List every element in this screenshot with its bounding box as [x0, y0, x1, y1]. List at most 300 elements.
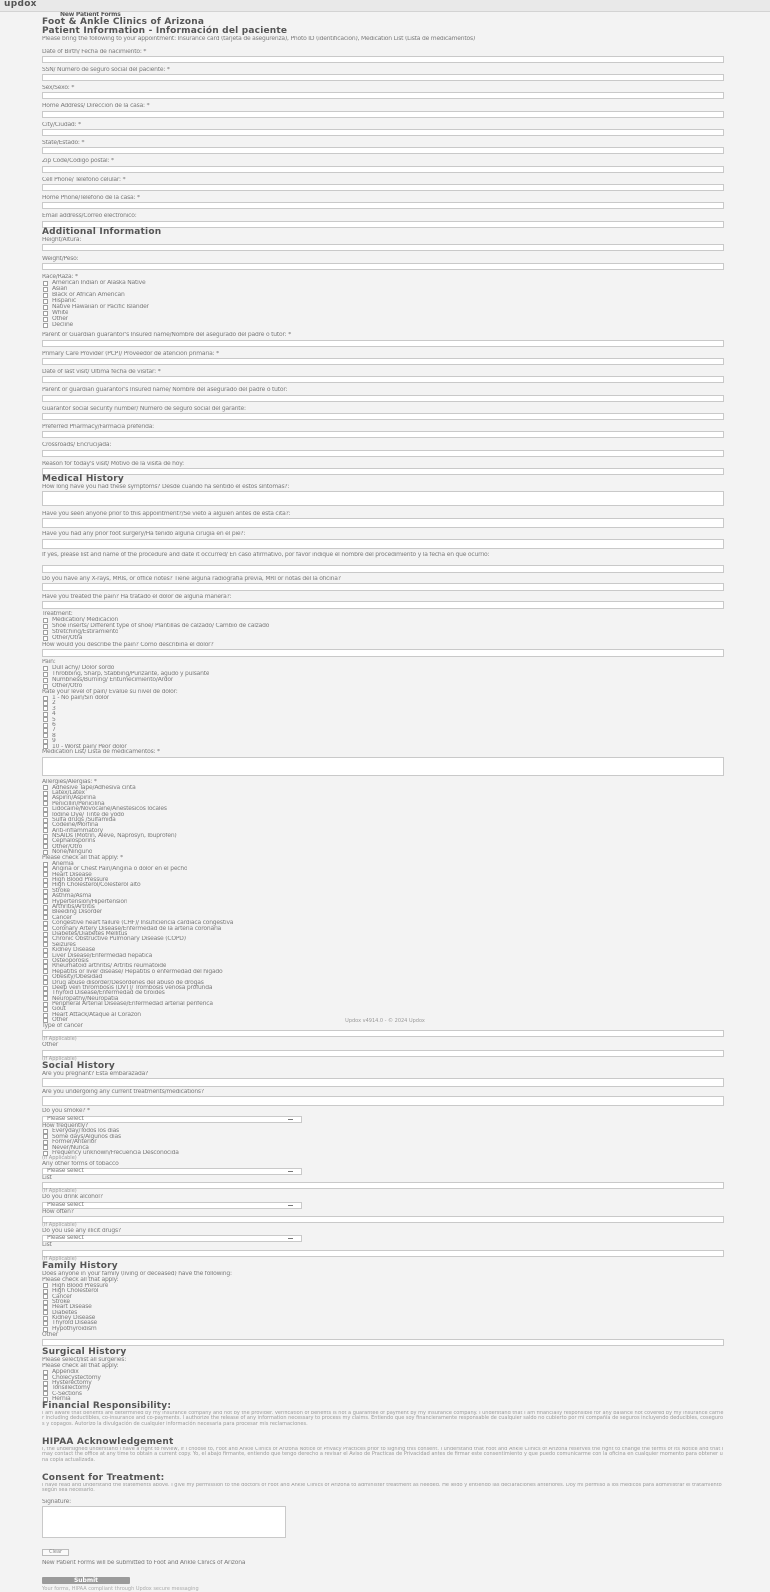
if-applicable-note: (If Applicable) — [42, 1255, 77, 1262]
checkbox[interactable] — [43, 684, 48, 689]
field-label: SSN/ Número de seguro social del paciente: * — [42, 66, 170, 73]
checkbox[interactable] — [43, 696, 48, 701]
checkbox[interactable] — [43, 723, 48, 728]
checkbox[interactable] — [43, 986, 48, 991]
checkbox[interactable] — [43, 975, 48, 980]
frequency-label: How frequently? — [42, 1122, 88, 1129]
pain-level-label: Rate your level of pain/ Evalúe su nivel de dolor: — [42, 689, 178, 696]
checkbox-label: High Cholesterol/Colesterol alto — [52, 882, 141, 889]
checkbox-label: Heart Disease — [52, 1304, 92, 1311]
checkbox-label: Native Hawaiian or Pacific Islander — [52, 304, 149, 311]
checkbox-label: Liver Disease/Enfermedad hepatica — [52, 952, 153, 959]
checkbox[interactable] — [43, 807, 48, 812]
procedure-textarea[interactable] — [42, 565, 724, 573]
field-label: State/Estado: * — [42, 140, 85, 147]
if-applicable-note: (If Applicable) — [42, 1055, 77, 1062]
checkbox[interactable] — [43, 899, 48, 904]
drugs-list-input[interactable] — [42, 1250, 724, 1257]
chevron-down-icon — [288, 1119, 293, 1120]
checkbox[interactable] — [43, 959, 48, 964]
family-other-input[interactable] — [42, 1339, 724, 1346]
checkbox[interactable] — [43, 1300, 48, 1305]
describe-pain-label: How would you describe the pain? Como describiria el dolor? — [42, 641, 214, 648]
smoker-label: Do you smoke? * — [42, 1108, 90, 1115]
alcohol-select[interactable] — [42, 1202, 302, 1209]
checkbox[interactable] — [43, 706, 48, 711]
checkbox-label: Stroke — [52, 887, 70, 894]
checkbox-label: 4 — [52, 711, 56, 718]
family-other-label: Other — [42, 1331, 59, 1338]
updox-logo: updox — [4, 0, 37, 9]
race-label: Race/Raza: * — [42, 274, 78, 281]
checkbox[interactable] — [43, 1327, 48, 1332]
checkbox-label: Osteoporosis — [52, 957, 89, 964]
checkbox[interactable] — [43, 311, 48, 316]
checkbox-label: Tonsillectomy — [52, 1385, 91, 1392]
checkbox-label: Hysterectomy — [52, 1379, 92, 1386]
tobacco-select[interactable] — [42, 1168, 302, 1175]
checkbox[interactable] — [43, 1370, 48, 1375]
allergy-options — [42, 785, 724, 855]
checkbox[interactable] — [43, 844, 48, 849]
checkbox[interactable] — [43, 323, 48, 328]
checkbox-label: Hispanic — [52, 298, 76, 305]
weight-label: Weight/Peso: — [42, 255, 79, 262]
pregnant-question: Are you pregnant? Esta embarazada? — [42, 1070, 149, 1077]
checkbox[interactable] — [43, 1381, 48, 1386]
checkbox-label: Kidney Disease — [52, 1315, 96, 1322]
checkbox-label: Peripheral Arterial Disease/Enfermedad arterial periférica — [52, 1001, 213, 1008]
chevron-down-icon — [288, 1205, 293, 1206]
current-meds-textarea[interactable] — [42, 1096, 724, 1106]
height-input[interactable] — [42, 244, 724, 251]
checkbox[interactable] — [43, 964, 48, 969]
checkbox[interactable] — [43, 834, 48, 839]
checkbox-label: Penicillin/Penicilina — [52, 800, 105, 807]
field-input[interactable] — [42, 395, 724, 402]
checkbox[interactable] — [43, 1294, 48, 1299]
tobacco-list-label: List — [42, 1175, 52, 1182]
checkbox[interactable] — [43, 666, 48, 671]
checkbox[interactable] — [43, 823, 48, 828]
checkbox[interactable] — [43, 926, 48, 931]
social-history-title: Social History — [42, 1060, 115, 1071]
how-often-input[interactable] — [42, 1216, 724, 1223]
checkbox-label: Coronary Artery Disease/Enfermedad de la arteria coronaria — [52, 925, 222, 932]
chevron-down-icon — [288, 1171, 293, 1172]
checkbox[interactable] — [43, 1375, 48, 1380]
submit-note: New Patient Forms will be submitted to Foot and Ankle Clinics of Arizona — [42, 1560, 246, 1567]
conditions-label: Please check all that apply: * — [42, 855, 123, 862]
checkbox-label: 6 — [52, 722, 56, 728]
checkbox-label: Former/Anterior — [52, 1139, 97, 1146]
checkbox[interactable] — [43, 1310, 48, 1315]
checkbox-label: Everyday/Todos los días — [52, 1128, 119, 1135]
field-label: Primary Care Provider (PCP)/ Proveedor de atención primaria: * — [42, 350, 219, 357]
checkbox[interactable] — [43, 624, 48, 629]
tab-new-patient-forms[interactable]: New Patient Forms — [60, 12, 121, 18]
checkbox-label: Throbbing, Sharp, Stabbing/Punzante, agudo y pulsante — [52, 671, 210, 678]
checkbox-label: Hernia — [52, 1396, 71, 1403]
seen-anyone-textarea[interactable] — [42, 518, 724, 528]
checkbox[interactable] — [43, 1002, 48, 1007]
field-label: Guarantor social security number/ Número de seguro social del garante: — [42, 405, 246, 412]
treatment-label: Treatment: — [42, 611, 73, 618]
checkbox-label: Thyroid Disease — [52, 1320, 98, 1327]
frequency-options — [42, 1129, 724, 1156]
field-label: Date of last visit/ Ultima fecha de visitar: * — [42, 369, 161, 376]
checkbox-label: Cephalosporins — [52, 838, 96, 845]
tobacco-list-input[interactable] — [42, 1182, 724, 1189]
if-applicable-note: (If Applicable) — [42, 1154, 77, 1161]
checkbox-label: 8 — [52, 732, 56, 739]
checkbox-label: Asian — [52, 286, 68, 293]
symptoms-textarea[interactable] — [42, 491, 724, 506]
checkbox-label: Other/Otro — [52, 843, 83, 850]
field-label: Crossroads/ Encrucijada: — [42, 442, 112, 449]
family-options — [42, 1283, 724, 1332]
checkbox[interactable] — [43, 867, 48, 872]
patient-info-fields — [42, 49, 724, 228]
checkbox-label: 2 — [52, 700, 56, 707]
field-input[interactable] — [42, 111, 724, 118]
checkbox-label: Sulfa drugs /Sulfamida — [52, 816, 116, 823]
weight-input[interactable] — [42, 263, 724, 270]
xray-textarea[interactable] — [42, 583, 724, 591]
checkbox[interactable] — [43, 969, 48, 974]
checkbox[interactable] — [43, 872, 48, 877]
field-label: Date of Birth/ Fecha de nacimiento: * — [42, 48, 147, 55]
checkbox[interactable] — [43, 728, 48, 733]
checkbox-label: Some days/Algunos días — [52, 1133, 121, 1140]
checkbox-label: Drug abuse disorder/Desórdenes del abuso de drogas — [52, 979, 204, 986]
field-input[interactable] — [42, 358, 724, 365]
checkbox-label: Anemia — [52, 860, 74, 867]
checkbox-label: Diabetes — [52, 1309, 78, 1316]
checkbox-label: Anti-inflammatory — [52, 827, 104, 834]
submit-button[interactable]: Submit — [42, 1577, 130, 1584]
pregnant-textarea[interactable] — [42, 1078, 724, 1087]
checkbox-label: NSAIDs (Motrin, Aleve, Naprosyn, Ibuprofen) — [52, 833, 177, 840]
checkbox-label: Heart Disease — [52, 871, 92, 878]
field-label: Email address/Correo electrónico: — [42, 213, 137, 220]
checkbox[interactable] — [43, 1386, 48, 1391]
checkbox[interactable] — [43, 932, 48, 937]
field-input[interactable] — [42, 431, 724, 438]
checkbox[interactable] — [43, 953, 48, 958]
checkbox[interactable] — [43, 915, 48, 920]
checkbox-label: Thyroid Disease/Enfermedad de tiroides — [52, 990, 165, 997]
checkbox-label: Obesity/Obesidad — [52, 974, 103, 981]
hipaa-title: HIPAA Acknowledgement — [42, 1436, 174, 1447]
checkbox-label: Cholecystectomy — [52, 1374, 101, 1381]
checkbox[interactable] — [43, 883, 48, 888]
additional-fields — [42, 332, 724, 474]
drugs-select-value: Please select — [47, 1235, 84, 1242]
checkbox-label: Congestive heart failure (CHF)/ Insuficiencia cardiaca congestiva — [52, 920, 234, 927]
checkbox-label: Numbness/Burning/ Entumecimiento/Ardor — [52, 677, 174, 684]
field-input[interactable] — [42, 450, 724, 457]
field-label: Reason for today's visit/ Motivo de la visita de hoy: — [42, 460, 184, 467]
current-meds-question: Are you undergoing any current treatments/medications? — [42, 1088, 204, 1095]
field-input[interactable] — [42, 74, 724, 81]
field-input[interactable] — [42, 147, 724, 154]
checkbox[interactable] — [43, 636, 48, 641]
pain-label: Pain: — [42, 658, 56, 665]
field-label: Home Phone/Telefono de la casa: * — [42, 194, 140, 201]
surgical-check-label: Please check all that apply: — [42, 1363, 119, 1370]
treated-pain-question: Have you treated the pain? Ha tratado el dolor de alguna manera?: — [42, 594, 232, 601]
describe-pain-textarea[interactable] — [42, 649, 724, 657]
checkbox-label: None/Ninguno — [52, 849, 93, 856]
checkbox[interactable] — [43, 281, 48, 286]
field-input[interactable] — [42, 184, 724, 191]
drugs-label: Do you use any illicit drugs? — [42, 1228, 121, 1235]
family-check-label: Please check all that apply: — [42, 1276, 119, 1283]
checkbox[interactable] — [43, 791, 48, 796]
checkbox[interactable] — [43, 937, 48, 942]
form-intro: Please bring the following to your appointment: Insurance card (tarjeta de asegurenza), Photo ID (identificación), Medication List (Lista de medicamentos) — [42, 36, 476, 43]
checkbox-label: Aspirin/Aspirina — [52, 795, 96, 802]
checkbox[interactable] — [43, 878, 48, 883]
checkbox-label: Arthritis/Artritis — [52, 904, 95, 911]
checkbox[interactable] — [43, 910, 48, 915]
checkbox-label: Other/Otro — [52, 683, 83, 690]
checkbox[interactable] — [43, 948, 48, 953]
seen-anyone-question: Have you seen anyone prior to this appointment?/Se vieto a alguien antes de esta cita?: — [42, 511, 291, 518]
financial-text: I am aware that benefits are determined by my insurance company and not by the provider. Verification of benefits is not a guarantee of payment by my insurance company. I understand that I am financially responsible for any balance not covered by my insurance carrier including deductibles, co-insurance and co-payments. I authorize the release of any information necessary to process my claims. Entiendo que soy financieramente responsable de cualquier saldo no cubierto por mi compañía de seguros incluyendo deducibles, coseguros y copagos. Autorizo la divulgación de cualquier información necesaria para procesar mis reclamaciones. — [42, 1410, 724, 1427]
checkbox[interactable] — [43, 812, 48, 817]
checkbox[interactable] — [43, 1289, 48, 1294]
cancer-type-label: Type of cancer — [42, 1023, 83, 1030]
consent-text: I have read and understand the statements above. I give my permission to the doctors of Foot and Ankle Clinics of Arizona to administer treatment as needed. He leído y entiendo las declaraciones anteriores. Doy mi permiso a los médicos para administrar el tratamiento según sea necesario. — [42, 1482, 722, 1494]
field-input[interactable] — [42, 202, 724, 209]
checkbox[interactable] — [43, 1316, 48, 1321]
checkbox-label: Appendix — [52, 1369, 79, 1376]
other-condition-input[interactable] — [42, 1050, 724, 1057]
cancer-type-input[interactable] — [42, 1030, 724, 1037]
checkbox-label: High Blood Pressure — [52, 877, 109, 884]
checkbox[interactable] — [43, 1007, 48, 1012]
checkbox[interactable] — [43, 712, 48, 717]
field-input[interactable] — [42, 340, 724, 347]
field-label: City/Ciudad: * — [42, 121, 81, 128]
checkbox[interactable] — [43, 672, 48, 677]
checkbox-label: Kidney Disease — [52, 947, 96, 954]
chevron-down-icon — [288, 1238, 293, 1239]
checkbox-label: Never/Nunca — [52, 1144, 89, 1151]
additional-info-title: Additional Information — [42, 226, 162, 237]
checkbox-label: Gout — [52, 1006, 66, 1013]
checkbox-label: Stroke — [52, 1298, 70, 1305]
checkbox[interactable] — [43, 1140, 48, 1145]
clear-signature-button[interactable]: Clear — [42, 1549, 69, 1556]
app-header — [0, 0, 770, 12]
procedure-question: If yes, please list and name of the procedure and date it occurred/ En caso afirmativo, por favor indique el nombre del procedimiento y la fecha en que ocurrió: — [42, 551, 490, 558]
height-label: Height/Altura: — [42, 236, 82, 243]
powered-by-note: Your forms, HIPAA compliant through Updox secure messaging — [42, 1585, 199, 1592]
checkbox-label: High Cholesterol — [52, 1288, 99, 1295]
condition-options — [42, 861, 724, 1023]
checkbox[interactable] — [43, 796, 48, 801]
checkbox[interactable] — [43, 801, 48, 806]
field-input[interactable] — [42, 166, 724, 173]
race-options — [42, 280, 724, 328]
treatment-options — [42, 618, 724, 642]
checkbox-label: Black or African American — [52, 292, 125, 299]
signature-label: Signature: — [42, 1498, 71, 1505]
field-input[interactable] — [42, 413, 724, 420]
field-input[interactable] — [42, 56, 724, 63]
checkbox-label: Other — [52, 316, 69, 323]
how-often-label: How often? — [42, 1208, 74, 1215]
checkbox-label: 1 - No pain/Sin dolor — [52, 695, 110, 702]
checkbox[interactable] — [43, 818, 48, 823]
field-input[interactable] — [42, 92, 724, 99]
checkbox-label: Shoe inserts/ Different type of shoe/ Plantillas de calzado/ Cambio de calzado — [52, 623, 270, 630]
field-input[interactable] — [42, 129, 724, 136]
checkbox[interactable] — [43, 293, 48, 298]
checkbox-label: 7 — [52, 727, 56, 734]
checkbox[interactable] — [43, 678, 48, 683]
checkbox-label: Diabetes/Diabetes Mellitus — [52, 931, 128, 937]
field-label: Zip Code/Código postal: * — [42, 158, 114, 165]
checkbox[interactable] — [43, 1151, 48, 1156]
checkbox[interactable] — [43, 1321, 48, 1326]
xray-question: Do you have any X-rays, MRIs, or office notes? Tiene alguna radiografía previa, MRI or notas del la oficina? — [42, 575, 341, 582]
checkbox[interactable] — [43, 785, 48, 790]
medication-list-label: Medication List/ Lista de medicamentos: * — [42, 749, 160, 756]
symptoms-question: How long have you had these symptoms? Desde cuando ha sentido el estos síntomas?: — [42, 483, 290, 490]
tobacco-select-value: Please select — [47, 1168, 84, 1175]
checkbox-label: Lidocaine/Novocaine/Anestesicos locales — [52, 806, 167, 813]
checkbox[interactable] — [43, 1145, 48, 1150]
checkbox-label: Rheumatoid arthritis/ Artritis reumatoide — [52, 963, 167, 970]
drugs-list-label: List — [42, 1242, 52, 1249]
form-title: Patient Information - Información del paciente — [42, 26, 288, 37]
checkbox-label: Latex/Latex — [52, 789, 85, 796]
checkbox[interactable] — [43, 739, 48, 744]
smoker-select-value: Please select — [47, 1115, 84, 1122]
checkbox[interactable] — [43, 839, 48, 844]
checkbox[interactable] — [43, 862, 48, 867]
checkbox-label: 9 — [52, 738, 56, 745]
field-label: Preferred Pharmacy/Farmacia preferida: — [42, 423, 154, 430]
checkbox-label: Medication/ Medicacion — [52, 617, 119, 624]
checkbox[interactable] — [43, 717, 48, 722]
checkbox[interactable] — [43, 921, 48, 926]
field-input[interactable] — [42, 376, 724, 383]
alcohol-label: Do you drink alcohol? — [42, 1194, 103, 1201]
checkbox-label: 5 — [52, 716, 56, 723]
smoker-select[interactable] — [42, 1116, 302, 1123]
checkbox[interactable] — [43, 1305, 48, 1310]
field-label: Cell Phone/ Telefono celular: * — [42, 176, 126, 183]
checkbox[interactable] — [43, 828, 48, 833]
checkbox-label: 3 — [52, 705, 56, 712]
field-label: Sex/Sexo: * — [42, 85, 75, 92]
checkbox-option[interactable] — [43, 322, 724, 328]
medication-list-textarea[interactable] — [42, 757, 724, 776]
if-applicable-note: (If Applicable) — [42, 1222, 77, 1229]
checkbox[interactable] — [43, 287, 48, 292]
pain-level-options — [42, 696, 724, 750]
checkbox-label: Stretching/Estiramiento — [52, 629, 119, 636]
checkbox-label: American Indian or Alaska Native — [52, 280, 146, 287]
checkbox[interactable] — [43, 991, 48, 996]
checkbox[interactable] — [43, 305, 48, 310]
checkbox-label: Heart Attack/Ataque al Corazón — [52, 1011, 141, 1018]
checkbox-label: Neuropathy/Neuropatia — [52, 995, 119, 1002]
checkbox-label: Deep vein thrombosis (DVT)/ Trombosis venosa profunda — [52, 984, 213, 991]
consent-title: Consent for Treatment: — [42, 1472, 165, 1483]
drugs-select[interactable] — [42, 1235, 302, 1242]
signature-pad[interactable] — [42, 1506, 286, 1538]
treated-pain-textarea[interactable] — [42, 601, 724, 609]
checkbox[interactable] — [43, 701, 48, 706]
checkbox[interactable] — [43, 889, 48, 894]
checkbox[interactable] — [43, 1013, 48, 1018]
checkbox-label: High Blood Pressure — [52, 1282, 109, 1289]
checkbox[interactable] — [43, 1129, 48, 1134]
checkbox[interactable] — [43, 630, 48, 635]
checkbox-label: Seizures — [52, 941, 76, 948]
family-history-title: Family History — [42, 1260, 118, 1271]
checkbox-label: Angina or Chest Pain/Angina o dolor en el pecho — [52, 866, 188, 873]
checkbox[interactable] — [43, 1283, 48, 1288]
other-condition-label: Other — [42, 1042, 59, 1049]
checkbox-label: Hepatitis or liver disease/ Hepatitis o enfermedad del hígado — [52, 968, 223, 975]
checkbox-label: C-Sections — [52, 1390, 82, 1397]
checkbox-label: Hypothyroidism — [52, 1325, 97, 1332]
financial-title: Financial Responsibility: — [42, 1400, 172, 1411]
checkbox-label: Other — [52, 1017, 69, 1024]
checkbox[interactable] — [43, 618, 48, 623]
if-applicable-note: (If Applicable) — [42, 1036, 77, 1043]
checkbox[interactable] — [43, 1134, 48, 1139]
checkbox[interactable] — [43, 317, 48, 322]
checkbox[interactable] — [43, 905, 48, 910]
surgical-subtitle: Please select/list all surgeries: — [42, 1357, 127, 1364]
checkbox[interactable] — [43, 299, 48, 304]
checkbox-label: Asthma/Asma — [52, 893, 92, 900]
checkbox[interactable] — [43, 980, 48, 985]
checkbox[interactable] — [43, 942, 48, 947]
checkbox[interactable] — [43, 733, 48, 738]
checkbox-label: Dull achy/ Dolor sordo — [52, 665, 115, 672]
alcohol-select-value: Please select — [47, 1201, 84, 1208]
pain-options — [42, 665, 724, 689]
footer: Updox v4914.0 - © 2024 Updox — [345, 1018, 425, 1024]
checkbox-label: Codeine/Morfina — [52, 822, 99, 829]
checkbox-label: Frequency unknown/Frecuencia Desconocida — [52, 1149, 179, 1156]
field-input[interactable] — [42, 468, 724, 475]
field-label: Parent or guardian guarantor's Insured name/ Nombre del asegurado del padre o tutor: — [42, 387, 288, 394]
checkbox[interactable] — [43, 1391, 48, 1396]
hipaa-text: I, the undersigned understand I have a right to review, if I choose to, Foot and Ankle Clinics of Arizona Notice of Privacy Practices prior to signing this consent. I understand that Foot and Ankle Clinics of Arizona reserves the right to change the terms of its Notice and that I may contact the office at any time to obtain a current copy. Yo, el abajo firmante, entiendo que tengo derecho a revisar el Aviso de Practicas de Privacidad antes de firmar este consentimiento y que puedo comunicarme con la oficina en cualquier momento para obtener una copia actualizada. — [42, 1446, 724, 1463]
checkbox-label: Cancer — [52, 1293, 72, 1300]
prior-surgery-textarea[interactable] — [42, 539, 724, 549]
checkbox[interactable] — [43, 996, 48, 1001]
tobacco-label: Any other forms of tobacco — [42, 1160, 119, 1167]
practice-name: Foot & Ankle Clinics of Arizona — [42, 17, 205, 28]
checkbox-label: Bleeding Disorder — [52, 909, 103, 916]
allergies-label: Allergies/Alergias: * — [42, 778, 97, 785]
checkbox-label: Hypertension/Hipertensión — [52, 898, 128, 905]
checkbox-label: Decline — [52, 322, 74, 329]
if-applicable-note: (If Applicable) — [42, 1188, 77, 1195]
checkbox[interactable] — [43, 894, 48, 899]
